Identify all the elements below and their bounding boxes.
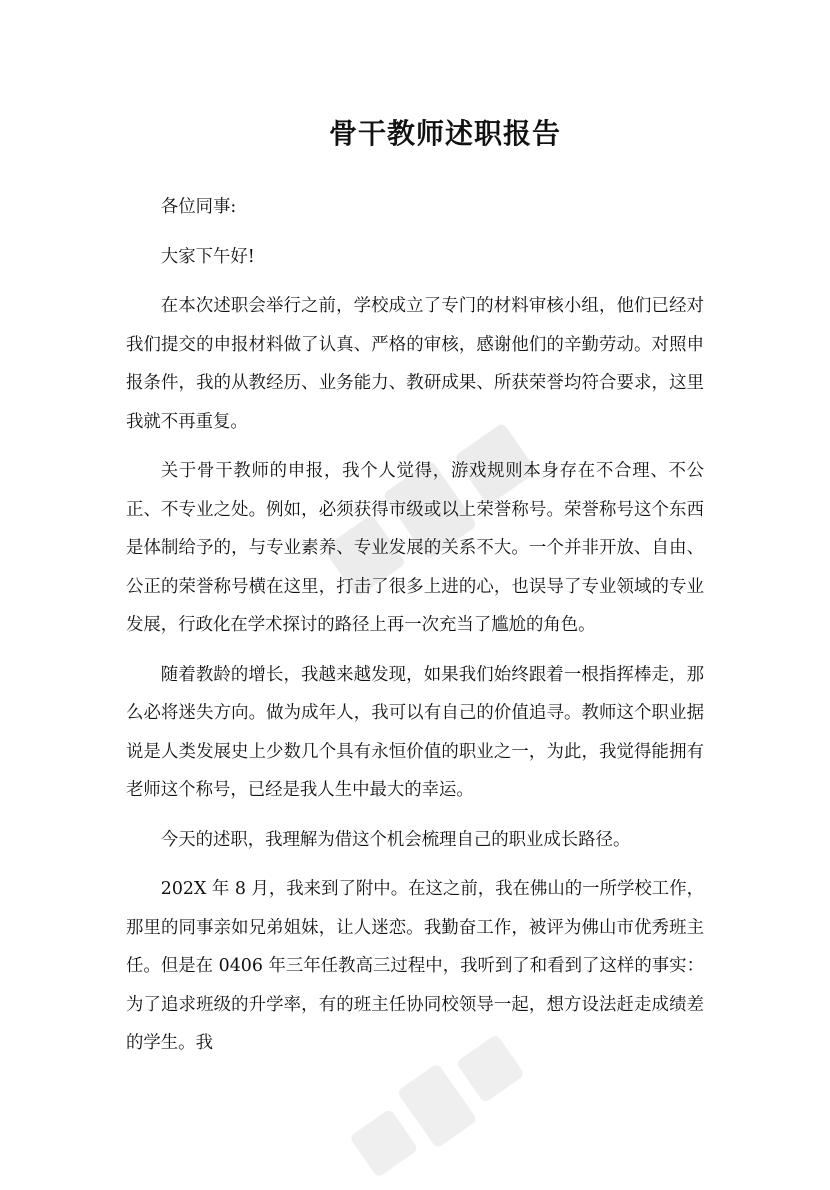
paragraph: 随着教龄的增长，我越来越发现，如果我们始终跟着一根指挥棒走，那么必将迷失方向。做为成年人，我可以有自己的价值追寻。教师这个职业据说是人类发展史上少数几个具有永恒价值的职业之一，为此，我觉得能拥有老师这个称号，已经是我人生中最大的幸运。 [126, 664, 704, 800]
document-title: 骨干教师述职报告 [328, 117, 561, 150]
document-body [126, 188, 704, 1074]
paragraph: 在本次述职会举行之前，学校成立了专门的材料审核小组，他们已经对我们提交的申报材料做了认真、严格的审核，感谢他们的辛勤劳动。对照申报条件，我的从教经历、业务能力、教研成果、所获荣誉均符合要求，这里我就不再重复。 [126, 296, 704, 432]
paragraph: 今天的述职，我理解为借这个机会梳理自己的职业成长路径。 [160, 829, 631, 850]
greeting: 大家下午好! [160, 246, 255, 267]
salutation: 各位同事: [160, 197, 237, 217]
paragraph: 关于骨干教师的申报，我个人觉得，游戏规则本身存在不合理、不公正、不专业之处。例如，必须获得市级或以上荣誉称号。荣誉称号这个东西是体制给予的，与专业素养、专业发展的关系不大。一个并非开放、自由、公正的荣誉称号横在这里，打击了很多上进的心，也误导了专业领域的专业发展，行政化在学术探讨的路径上再一次充当了尴尬的角色。 [126, 461, 704, 635]
paragraph: 202X 年 8 月，我来到了附中。在这之前，我在佛山的一所学校工作，那里的同事亲如兄弟姐妹，让人迷恋。我勤奋工作，被评为佛山市优秀班主任。但是在 0406 年三年任教高三过程中，我听到了和看到了这样的事实：为了追求班级的升学率，有的班主任协同校领导一起，想方设法赶走成绩差的学生。我 [126, 879, 704, 1053]
